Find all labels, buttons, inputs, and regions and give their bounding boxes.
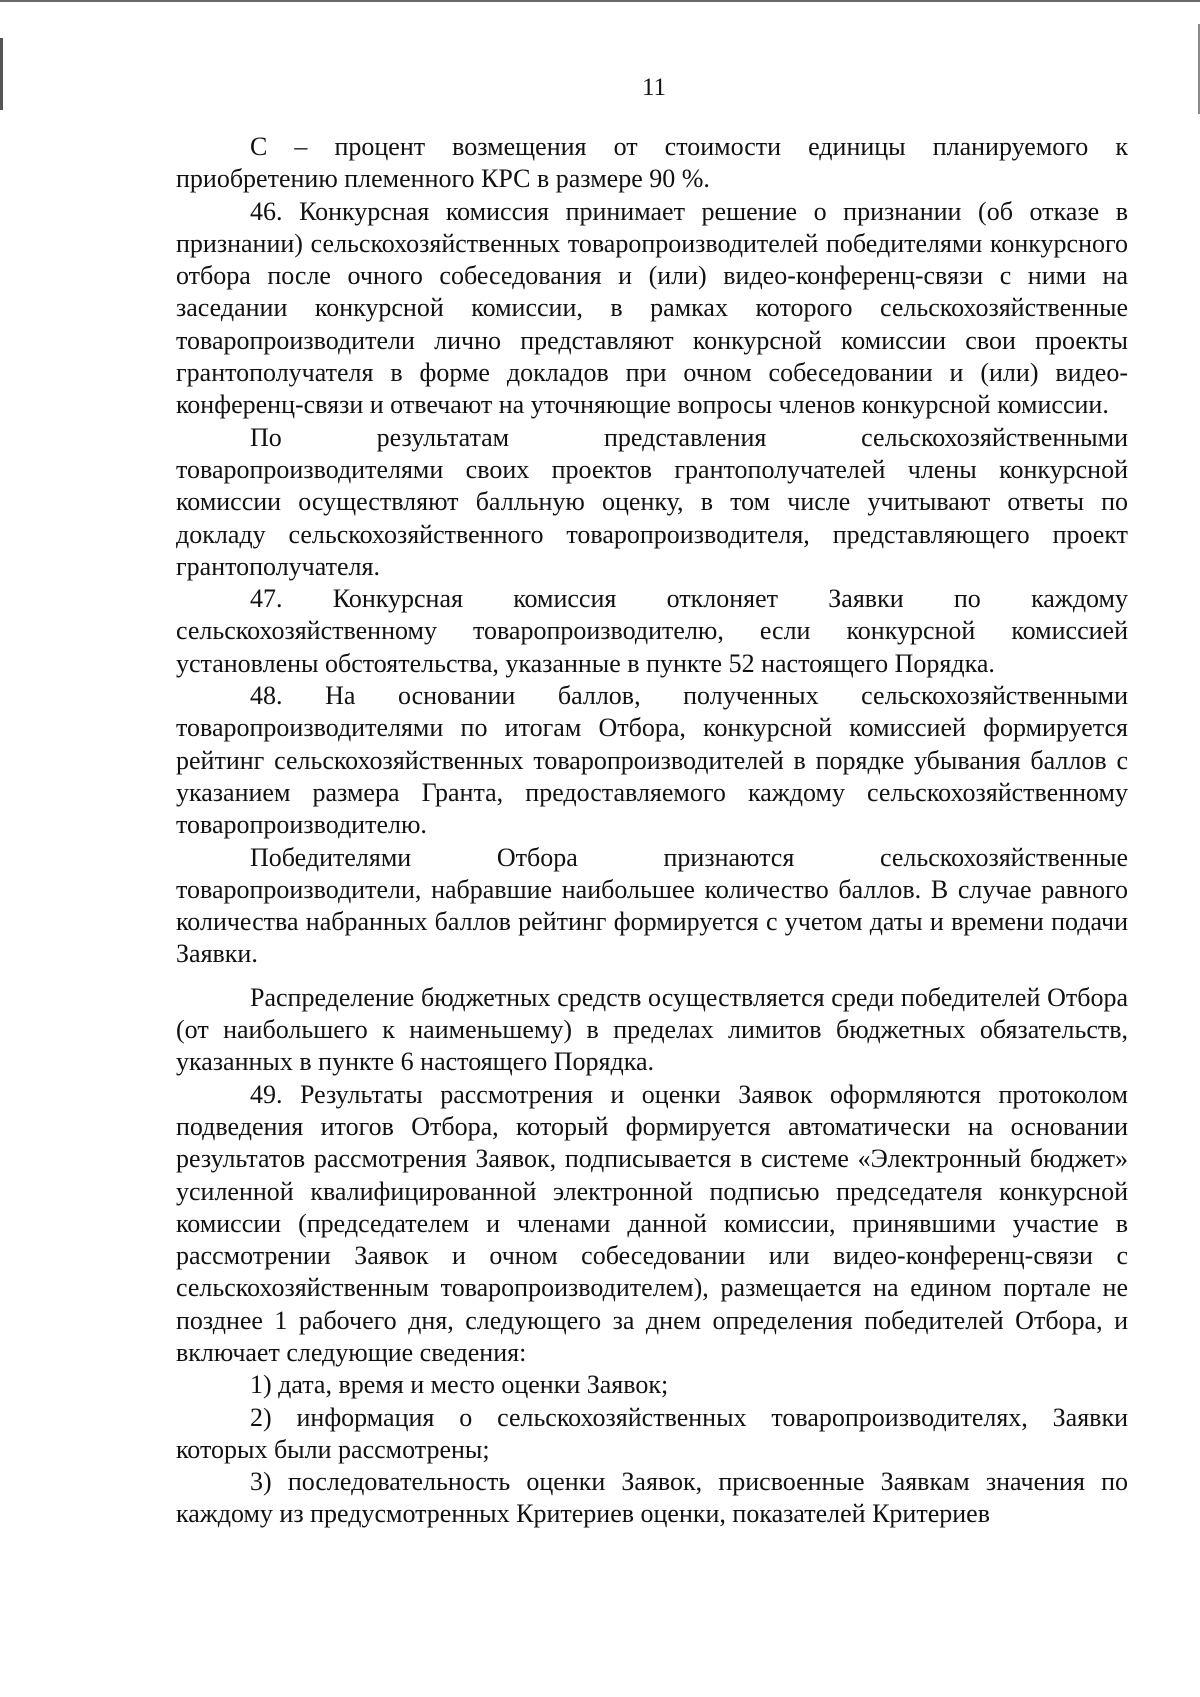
paragraph-48: 48. На основании баллов, полученных сельскохозяйственными товаропроизводителями по итогам Отбора, конкурсной комиссией формируется рейтинг сельскохозяйственных товаропроизводителей в порядке убывания баллов с указанием размера Гранта, предоставляемого каждому сельскохозяйственному товаропроизводителю. [176, 681, 1128, 840]
list-item-2: 2) информация о сельскохозяйственных товаропроизводителях, Заявки которых были рассмотрены; [176, 1402, 1128, 1464]
paragraph-47: 47. Конкурсная комиссия отклоняет Заявки по каждому сельскохозяйственному товаропроизводителю, если конкурсной комиссией установлены обстоятельства, указанные в пункте 52 настоящего Порядка. [176, 584, 1128, 678]
paragraph-46-scoring: По результатам представления сельскохозяйственными товаропроизводителями своих проектов грантополучателей члены конкурсной комиссии осуществляют балльную оценку, в том числе учитывают ответы по докладу сельскохозяйственного товаропроизводителя, представляющего проект грантополучателя. [176, 422, 1128, 581]
scan-top-edge [0, 0, 1200, 2]
page-number: 11 [641, 74, 667, 101]
paragraph-49: 49. Результаты рассмотрения и оценки Заявок оформляются протоколом подведения итогов Отбора, который формируется автоматически на основании результатов рассмотрения Заявок, подписывается в системе «Электронный бюджет» усиленной квалифицированной электронной подписью председателя конкурсной комиссии (председателем и членами данной комиссии, принявшими участие в рассмотрении Заявок и очном собеседовании или видео-конференц-связи с сельскохозяйственным товаропроизводителем), размещается на едином портале не позднее 1 рабочего дня, следующего за днем определения победителей Отбора, и включает следующие сведения: [176, 1079, 1128, 1367]
paragraph-48-winners: Победителями Отбора признаются сельскохозяйственные товаропроизводители, набравшие наибольшее количество баллов. В случае равного количества набранных баллов рейтинг формируется с учетом даты и времени подачи Заявки. [176, 842, 1128, 969]
list-item-1: 1) дата, время и место оценки Заявок; [250, 1370, 669, 1400]
paragraph-compensation-percent: С – процент возмещения от стоимости единицы планируемого к приобретению племенного КРС в размере 90 %. [176, 132, 1128, 194]
document-body [176, 131, 1128, 1531]
list-item-3: 3) последовательность оценки Заявок, присвоенные Заявкам значения по каждому из предусмотренных Критериев оценки, показателей Критериев [176, 1467, 1128, 1529]
paragraph-48-distribution: Распределение бюджетных средств осуществляется среди победителей Отбора (от наибольшего к наименьшему) в пределах лимитов бюджетных обязательств, указанных в пункте 6 настоящего Порядка. [176, 982, 1128, 1077]
paragraph-46: 46. Конкурсная комиссия принимает решение о признании (об отказе в признании) сельскохозяйственных товаропроизводителей победителями конкурсного отбора после очного собеседования и (или) видео-конференц-связи с ними на заседании конкурсной комиссии, в рамках которого сельскохозяйственные товаропроизводители лично представляют конкурсной комиссии свои проекты грантополучателя в форме докладов при очном собеседовании и (или) видео-конференц-связи и отвечают на уточняющие вопросы членов конкурсной комиссии. [176, 196, 1128, 420]
